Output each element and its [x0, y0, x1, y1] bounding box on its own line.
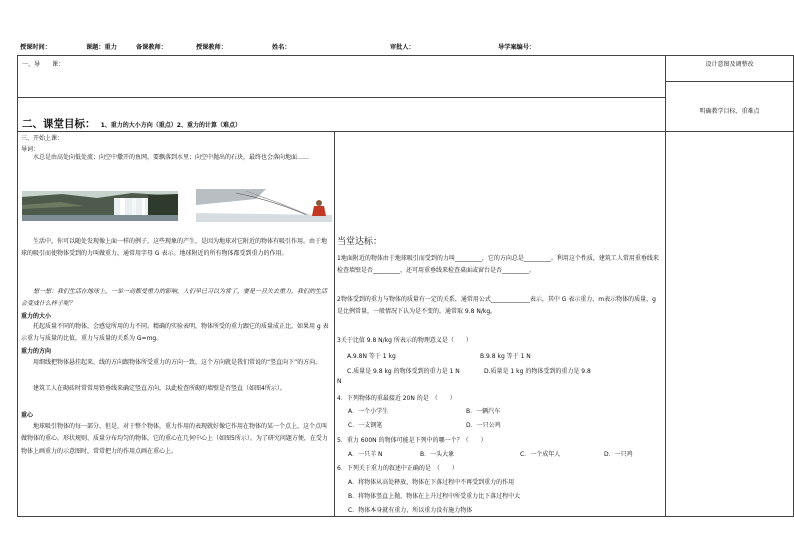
section2-content: 1、重力的大小方向（重点）2、重力的计算（难点）	[100, 122, 241, 129]
direction-paragraph: 用细线把物体悬挂起来，线的方向跟物体所受重力的方向一致，这个方向就是我们常说的“竖直向下”的方向。	[33, 359, 322, 366]
gravity-paragraph: 生活中，你可以随处发现像上面一样的例子，这些现象的产生，是因为地球对它附近的物体有吸引作用。由于地球的吸引而使物体受到的力叫做重力，通常用字母 G 表示。地球附近的所有物体都受到重力的作用。	[21, 238, 328, 258]
direction-heading: 重力的方向	[21, 348, 52, 355]
intro-paragraph: 水总是由高处向低处流；向空中撒开的鱼网，要飘落到水里；向空中抛出的石块，最终也会落向地面……	[33, 154, 310, 161]
side-empty-cell	[666, 132, 794, 517]
question-6: 6．下列关于重力的叙述中正确的是 （ ）	[337, 465, 458, 472]
guide-label: 导词：	[21, 146, 40, 153]
topic-label: 课题：重力	[86, 44, 117, 51]
question-3-option-d: D.质量是 1 kg 的物体受到的重力是 9.8	[484, 368, 591, 375]
question-5: 5．重力 600N 的物体可能是下列中的哪一个？（ ）	[337, 437, 487, 444]
question-4-option-a: A．一个小学生	[348, 408, 389, 415]
plan-no-label: 导学案编号：	[498, 44, 536, 51]
waterfall-image	[22, 191, 178, 221]
header-row	[0, 42, 794, 56]
question-2: 2物体受到的重力与物体的质量有一定的关系，通常用公式_____________表示，其中 G 表示重力，m表示物体的质量，g 是比例常量，一般情况下认为是不变的，通常取 9.8 N/kg。	[337, 296, 656, 316]
question-6-option-a: A．将物体从高处释放，物体在下落过程中不再受到重力的作用	[348, 479, 515, 486]
section3-label: 三、开始上课：	[21, 135, 64, 142]
question-5-option-c: C．一个成年人	[520, 451, 561, 458]
teacher-label: 授课教师：	[196, 44, 227, 51]
question-3-option-a: A.9.8N 等于 1 kg	[347, 353, 396, 360]
question-6-option-b: B．将物体竖直上抛，物体在上升过程中所受重力比下落过程中大	[348, 493, 521, 500]
goals-cell	[18, 98, 666, 132]
section1-label: 一、导 课：	[22, 61, 65, 68]
question-5-option-b: B．一头大象	[420, 451, 455, 458]
intro-cell	[18, 56, 666, 98]
fishing-net-image	[196, 189, 332, 222]
center-paragraph: 地球吸引物体的每一部分，但是，对于整个物体，重力作用的表现就好像它作用在物体的某一个点上，这个点叫做物体的重心。形状规则、质量分布均匀的物体，它的重心在几何中心上（如图5所示）。为了研究问题方便，在受力物体上画重力的示意图时，常常把力的作用点画在重心上。	[21, 423, 328, 455]
class-time-label: 授课时间：	[20, 44, 51, 51]
center-heading: 重心	[21, 412, 34, 419]
plumb-paragraph: 建筑工人在砌砖时常常用铅垂线来确定竖直方向，以此检查所砌的墙壁是否竖直（如图4所示）。	[33, 385, 286, 392]
right-content-cell	[335, 132, 666, 517]
side-cell	[666, 56, 794, 132]
practice-title: 当堂达标：	[337, 237, 383, 247]
question-3-option-d-cont: N	[337, 378, 342, 385]
question-3-option-b: B.9.8 kg 等于 1 N	[480, 353, 531, 360]
name-label: 姓名：	[272, 44, 291, 51]
question-6-option-c: C．物体本身就有重力，所以重力没有施力物体	[348, 507, 473, 514]
question-5-option-a: A．一只羊 N	[348, 451, 383, 458]
question-4-option-c: C．一支钢笔	[348, 422, 383, 429]
section2-label: 二、课堂目标：	[22, 118, 96, 130]
question-4-option-b: B．一辆汽车	[466, 408, 501, 415]
size-heading: 重力的大小	[21, 313, 52, 320]
think-paragraph: 想一想：我们生活在地球上，一举一动都受重力的影响，人们早已习以为常了，要是一旦失去重力，我们的生活会变成什么样子呢？	[21, 288, 328, 308]
approver-label: 审批人：	[390, 44, 415, 51]
question-4-option-d: D．一只公鸡	[466, 422, 501, 429]
side-title: 设计意图及调整改	[705, 61, 754, 68]
question-3: 3关于比值 9.8 N/kg 所表示的物理意义是（ ）	[337, 337, 472, 344]
question-3-option-c: C.质量是 9.8 kg 的物体受到的重力是 1 N	[347, 368, 460, 375]
size-paragraph: 托起质量不同的物体，会感觉所用的力不同。精确的实验表明，物体所受的重力跟它的质量成正比。如果用 g 表示重力与质量的比值，重力与质量的关系为 G=mg。	[21, 323, 329, 343]
side-goal-note: 明确教学目标、重难点	[699, 108, 760, 115]
prep-teacher-label: 备课教师：	[136, 44, 167, 51]
question-5-option-d: D．一只鸡	[604, 451, 633, 458]
question-1: 1地面附近的物体由于地球吸引而受到的力叫_________，它的方向总是_________。利用这个性质，建筑工人常用重垂线来检查墙壁是否_________，还可用重垂线来检查桌面或窗台是否_________。	[337, 255, 659, 275]
question-4: 4．下列物体的重最接近 20N 的是 （ ）	[337, 395, 456, 402]
